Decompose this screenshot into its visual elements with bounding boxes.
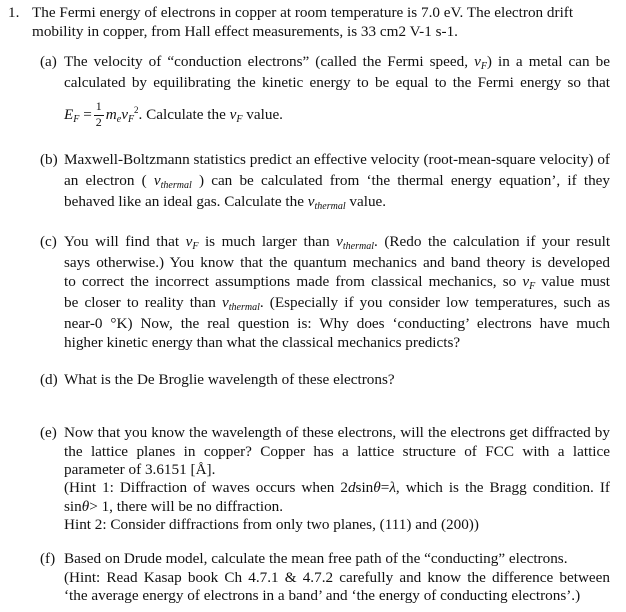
part-a-line1: The velocity of “conduction electrons” (called the Fermi speed, $v_F$) in a metal can be: [64, 53, 610, 72]
part-e-label: (e): [40, 424, 57, 441]
part-b-line1: Maxwell-Boltzmann statistics predict an effective velocity (root-mean-square velocity) of: [64, 151, 610, 168]
part-c-line3: to correct the incorrect assumptions made from classical mechanics, so $v_F$ value must: [64, 273, 610, 292]
part-a-line2: calculated by equilibrating the kinetic energy to be equal to the Fermi energy so that: [64, 74, 610, 91]
part-b-line3: behaved like an ideal gas. Calculate the $v_{thermal}$ value.: [64, 193, 387, 212]
fraction-one-half: $\frac{1}{2}$: [95, 98, 102, 129]
part-a-equation: $E_F$ = $\frac{1}{2}$ $m_ev_F^2$. Calculate the $v_F$ value.: [64, 98, 283, 129]
part-d-label: (d): [40, 371, 58, 388]
part-f-line2: (Hint: Read Kasap book Ch 4.7.1 & 4.7.2 carefully and know the difference between: [64, 569, 610, 586]
part-f-line1: Based on Drude model, calculate the mean free path of the “conducting” electrons.: [64, 550, 568, 567]
part-e-hint1b: sinθ> 1, there will be no diffraction.: [64, 498, 284, 515]
question-intro-line1: The Fermi energy of electrons in copper at room temperature is 7.0 eV. The electron drift: [32, 4, 574, 21]
question-intro-line2: mobility in copper, from Hall effect measurements, is 33 cm2 V-1 s-1.: [32, 23, 458, 40]
part-c-line4: be closer to reality than $v_{thermal}$. (Especially if you consider low temperatures, such as: [64, 294, 611, 313]
part-b-label: (b): [40, 151, 58, 168]
part-f-label: (f): [40, 550, 56, 567]
part-f-line3: ‘the average energy of electrons in a band’ and ‘the energy of conducting electrons’.): [64, 587, 581, 604]
question-number: 1.: [8, 4, 20, 21]
part-e-line1: Now that you know the wavelength of these electrons, will the electrons get diffracted by: [64, 424, 610, 441]
part-c-line2: says otherwise.) You know that the quantum mechanics and band theory is developed: [64, 254, 610, 271]
part-e-line2: the lattice planes in copper? Copper has a lattice structure of FCC with a lattice: [64, 443, 610, 460]
part-c-label: (c): [40, 233, 57, 250]
part-c-line1: You will find that $v_F$ is much larger than $v_{thermal}$. (Redo the calculation if your result: [64, 233, 611, 252]
part-e-hint1: (Hint 1: Diffraction of waves occurs when 2dsinθ=λ, which is the Bragg condition. If: [64, 479, 610, 496]
part-d-line1: What is the De Broglie wavelength of these electrons?: [64, 371, 395, 388]
part-c-line5: near-0 °K) Now, the real question is: Why does ‘conducting’ electrons have much: [64, 315, 610, 332]
part-a-label: (a): [40, 53, 57, 70]
part-e-hint2: Hint 2: Consider diffractions from only two planes, (111) and (200)): [64, 516, 479, 533]
part-c-line6: higher kinetic energy than what the classical mechanics predicts?: [64, 334, 461, 351]
part-b-line2: an electron ( $v_{thermal}$ ) can be calculated from ‘the thermal energy equation’, if they: [64, 172, 611, 191]
part-e-line3: parameter of 3.6151 [Å].: [64, 461, 216, 478]
